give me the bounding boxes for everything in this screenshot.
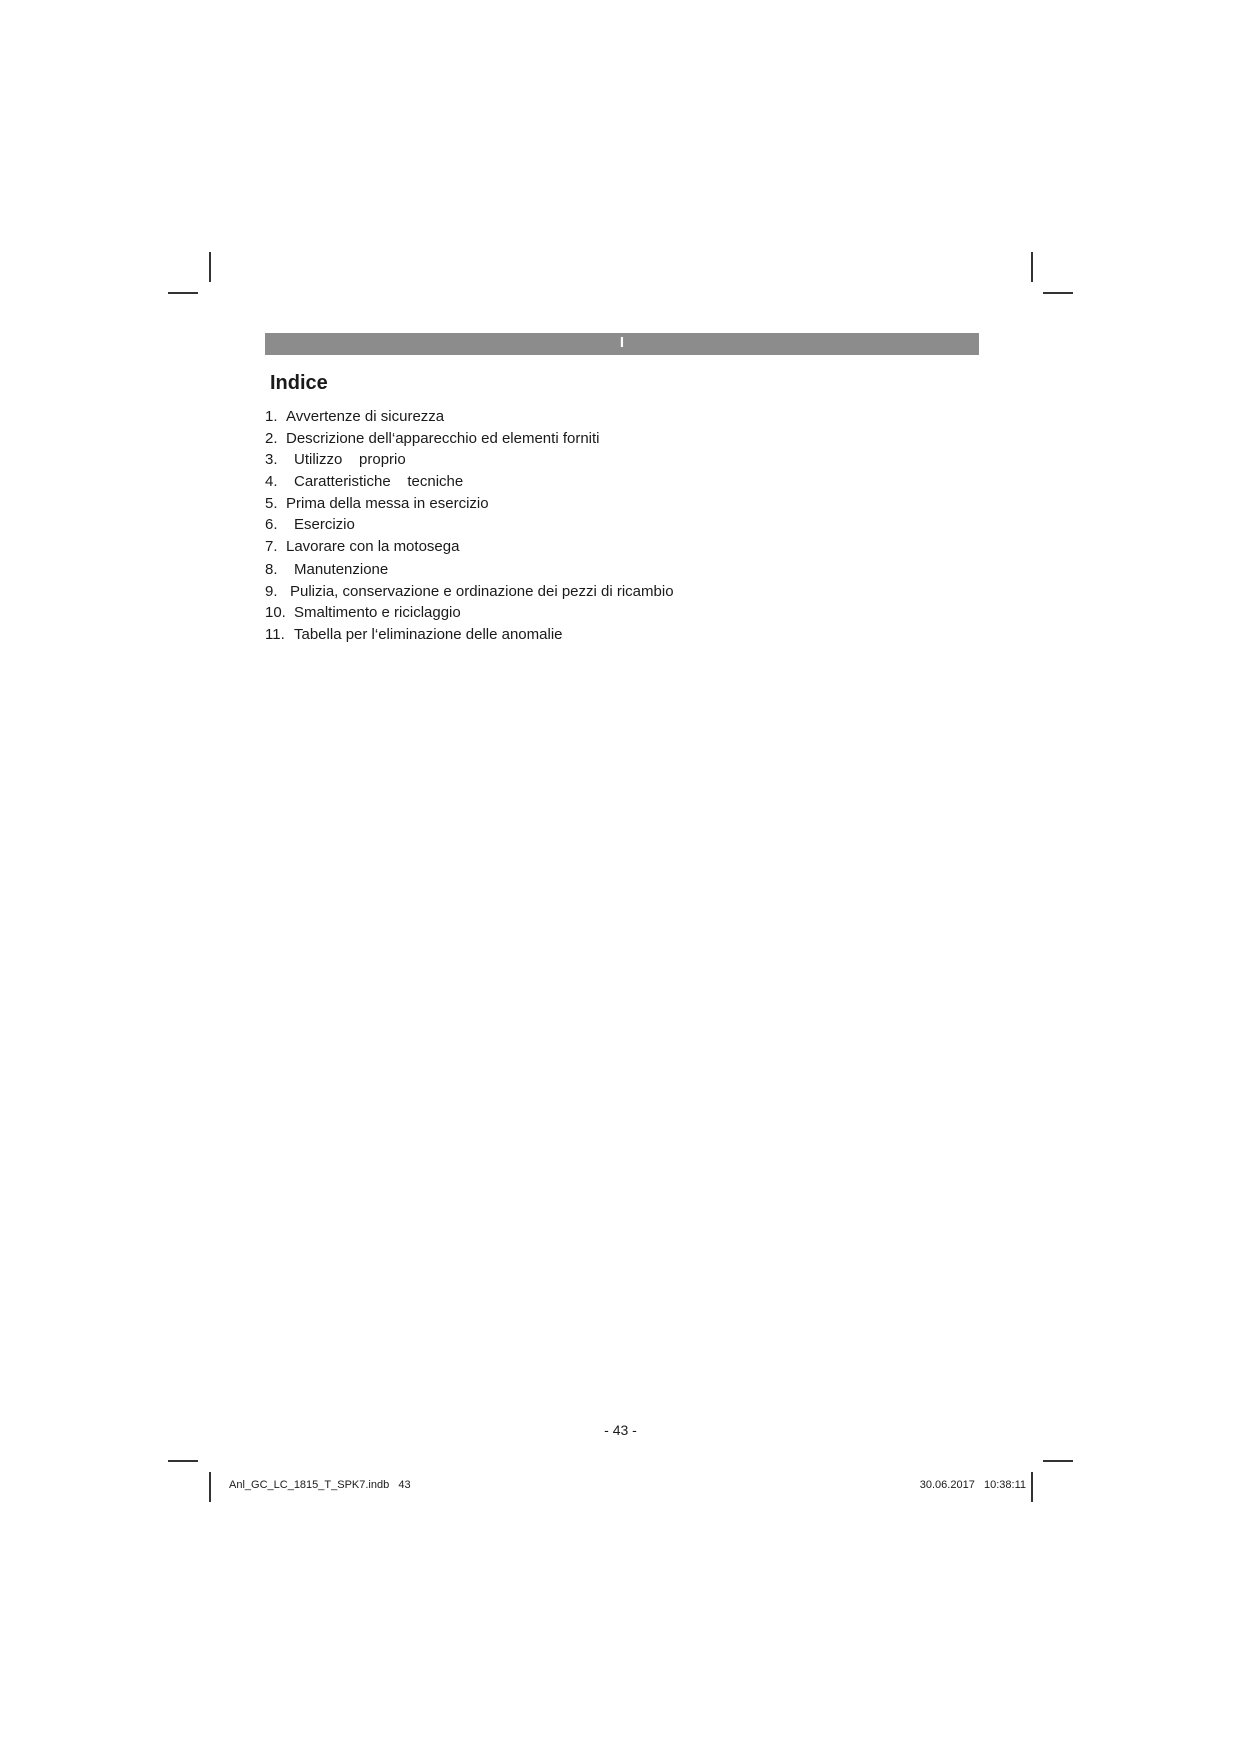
toc-item-number: 9. [265,582,278,600]
crop-mark-bottom-left-vertical [209,1472,211,1502]
toc-item-number: 5. [265,494,278,512]
crop-mark-top-right-vertical [1031,252,1033,282]
toc-item-number: 11. [265,625,285,643]
toc-item-label: Lavorare con la motosega [286,538,460,556]
toc-item-number: 4. [265,473,278,491]
crop-mark-top-left-horizontal [168,292,198,294]
toc-item-number: 10. [265,604,286,622]
toc-item-number: 3. [265,451,278,469]
toc-item[interactable] [265,581,674,603]
crop-mark-bottom-right-vertical [1031,1472,1033,1502]
toc-title: Indice [270,372,328,394]
toc-item-number: 2. [265,429,278,447]
toc-item-label: Caratteristiche tecniche [294,473,464,491]
toc-item[interactable] [265,471,674,493]
toc-item-label: Esercizio [294,516,355,534]
toc-item-label: Smaltimento e riciclaggio [294,604,461,622]
toc-item-label: Utilizzo proprio [294,451,406,469]
footer-date-time: 30.06.2017 10:38:11 [919,1479,1026,1491]
toc-item-number: 8. [265,560,278,578]
toc-item-number: 1. [265,408,278,425]
toc-list [265,406,674,646]
toc-item-label: Descrizione dell‘apparecchio ed elementi forniti [286,429,600,447]
toc-item[interactable] [265,514,674,536]
footer-file-info: Anl_GC_LC_1815_T_SPK7.indb 43 [229,1479,411,1491]
toc-item[interactable] [265,624,674,646]
toc-item-label: Prima della messa in esercizio [286,494,489,512]
page-number: - 43 - [604,1422,637,1438]
toc-item[interactable] [265,449,674,471]
crop-mark-top-right-horizontal [1043,292,1073,294]
toc-item-number: 7. [265,538,278,556]
toc-item[interactable] [265,428,674,450]
toc-item-label: Avvertenze di sicurezza [286,408,445,425]
language-header-bar [265,333,979,355]
toc-item[interactable] [265,406,674,428]
toc-item-label: Tabella per l‘eliminazione delle anomalie [294,625,563,643]
toc-item[interactable] [265,602,674,624]
toc-item[interactable] [265,493,674,515]
toc-item-label: Pulizia, conservazione e ordinazione dei pezzi di ricambio [290,582,674,600]
toc-item-number: 6. [265,516,278,534]
crop-mark-top-left-vertical [209,252,211,282]
crop-mark-bottom-left-horizontal [168,1460,198,1462]
crop-mark-bottom-right-horizontal [1043,1460,1073,1462]
toc-item-label: Manutenzione [294,560,389,578]
language-code: I [619,334,625,351]
toc-item[interactable] [265,536,674,558]
toc-item[interactable] [265,559,674,581]
